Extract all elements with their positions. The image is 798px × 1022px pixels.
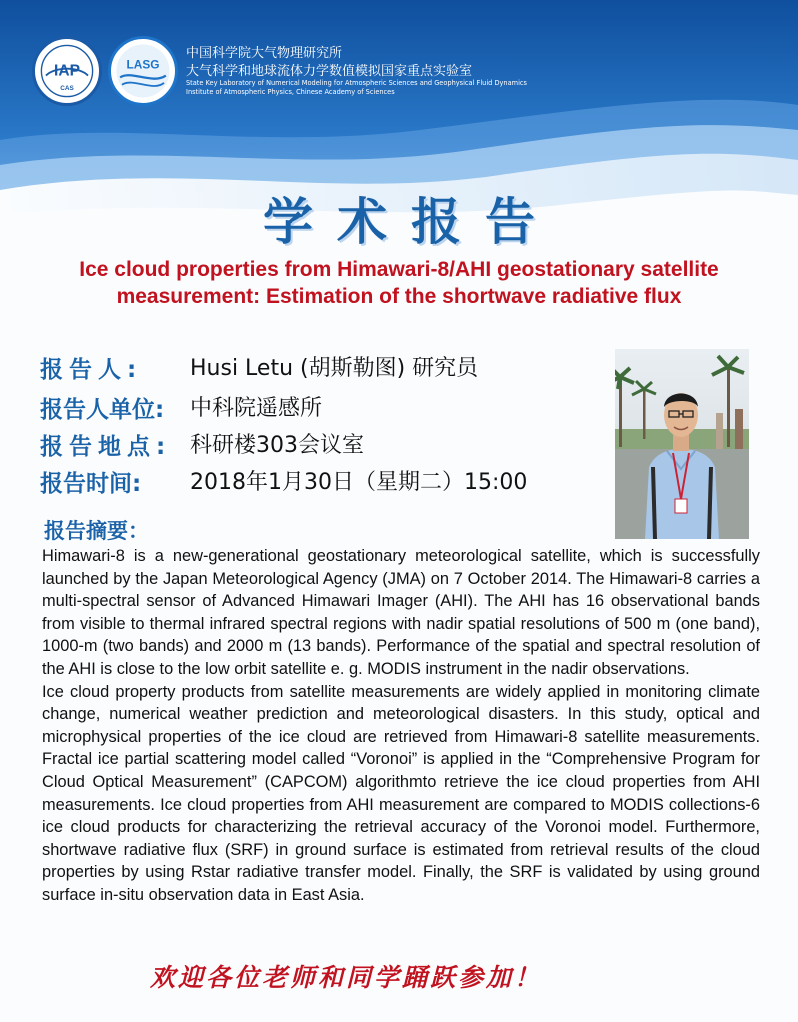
- institute-name-en: Institute of Atmospheric Physics, Chinese Academy of Sciences: [186, 88, 395, 96]
- lasg-logo: [108, 36, 178, 106]
- affiliation-label: 报告人单位:: [40, 397, 165, 423]
- institute-name-cn: 中国科学院大气物理研究所: [186, 46, 343, 61]
- location-label: 报告地点:: [40, 434, 172, 460]
- iap-logo-bottom-text: CAS: [60, 85, 74, 93]
- iap-logo: [32, 36, 102, 106]
- speaker-value: Husi Letu (胡斯勒图) 研究员: [190, 356, 479, 381]
- welcome-message: 欢迎各位老师和同学踊跃参加！: [150, 963, 543, 992]
- talk-title: Ice cloud properties from Himawari-8/AHI geostationary satellite measurement: Estimation of the shortwave radiative flux: [79, 258, 719, 308]
- lasg-logo-text: LASG: [126, 57, 160, 72]
- time-label: 报告时间:: [40, 471, 142, 497]
- location-value: 科研楼303会议室: [190, 433, 364, 458]
- poster-heading: 学术报告: [263, 192, 559, 251]
- abstract-paragraph-1: Himawari-8 is a new-generational geostationary meteorological satellite, which is successfully launched by the Japan Meteorological Agency (JMA) on 7 October 2014. The Himawari-8 carries a multi-spectral sensor of Advanced Himawari Imager (AHI). The AHI has 16 observational bands from visible to thermal infrared spectral regions with nadir spatial resolutions of 500 m (one band), 1000-m (two bands) and 2000 m (13 bands). Performance of the spatial and spectral resolution of the AHI is close to the low orbit satellite e. g. MODIS instrument in the nadir observations.: [42, 547, 760, 678]
- abstract-paragraph-2: Ice cloud property products from satellite measurements are widely applied in monitoring climate change, numerical weather prediction and meteorological disasters. In this study, optical and microphysical properties of the ice cloud are retrieved from Himawari-8 satellite measurements. Fractal ice partial scattering model called “Voronoi” is applied in the “Comprehensive Program for Cloud Optical Measurement” (CAPCOM) algorithmto retrieve the ice cloud properties from AHI measurements. Ice cloud properties from AHI measurement are compared to MODIS collections-6 ice cloud products for characterizing the retrieval accuracy of the Voronoi model. Furthermore, shortwave radiative flux (SRF) in ground surface is estimated from retrieval results of the cloud properties by using Rstar radiative transfer model. Finally, the SRF is validated by using ground surface in-situ observation data in East Asia.: [42, 682, 760, 904]
- lab-name-cn: 大气科学和地球流体力学数值模拟国家重点实验室: [186, 64, 473, 79]
- iap-logo-text: IAP: [54, 62, 80, 80]
- abstract-label: 报告摘要：: [44, 519, 149, 543]
- affiliation-value: 中科院遥感所: [190, 396, 323, 421]
- speaker-label: 报告人:: [40, 357, 143, 383]
- lab-name-en: State Key Laboratory of Numerical Modeling for Atmospheric Sciences and Geophysical Fluid Dynamics: [186, 79, 527, 87]
- time-value: 2018年1月30日（星期二）15:00: [190, 470, 528, 495]
- abstract-body: [42, 545, 760, 907]
- speaker-photo: [615, 349, 749, 539]
